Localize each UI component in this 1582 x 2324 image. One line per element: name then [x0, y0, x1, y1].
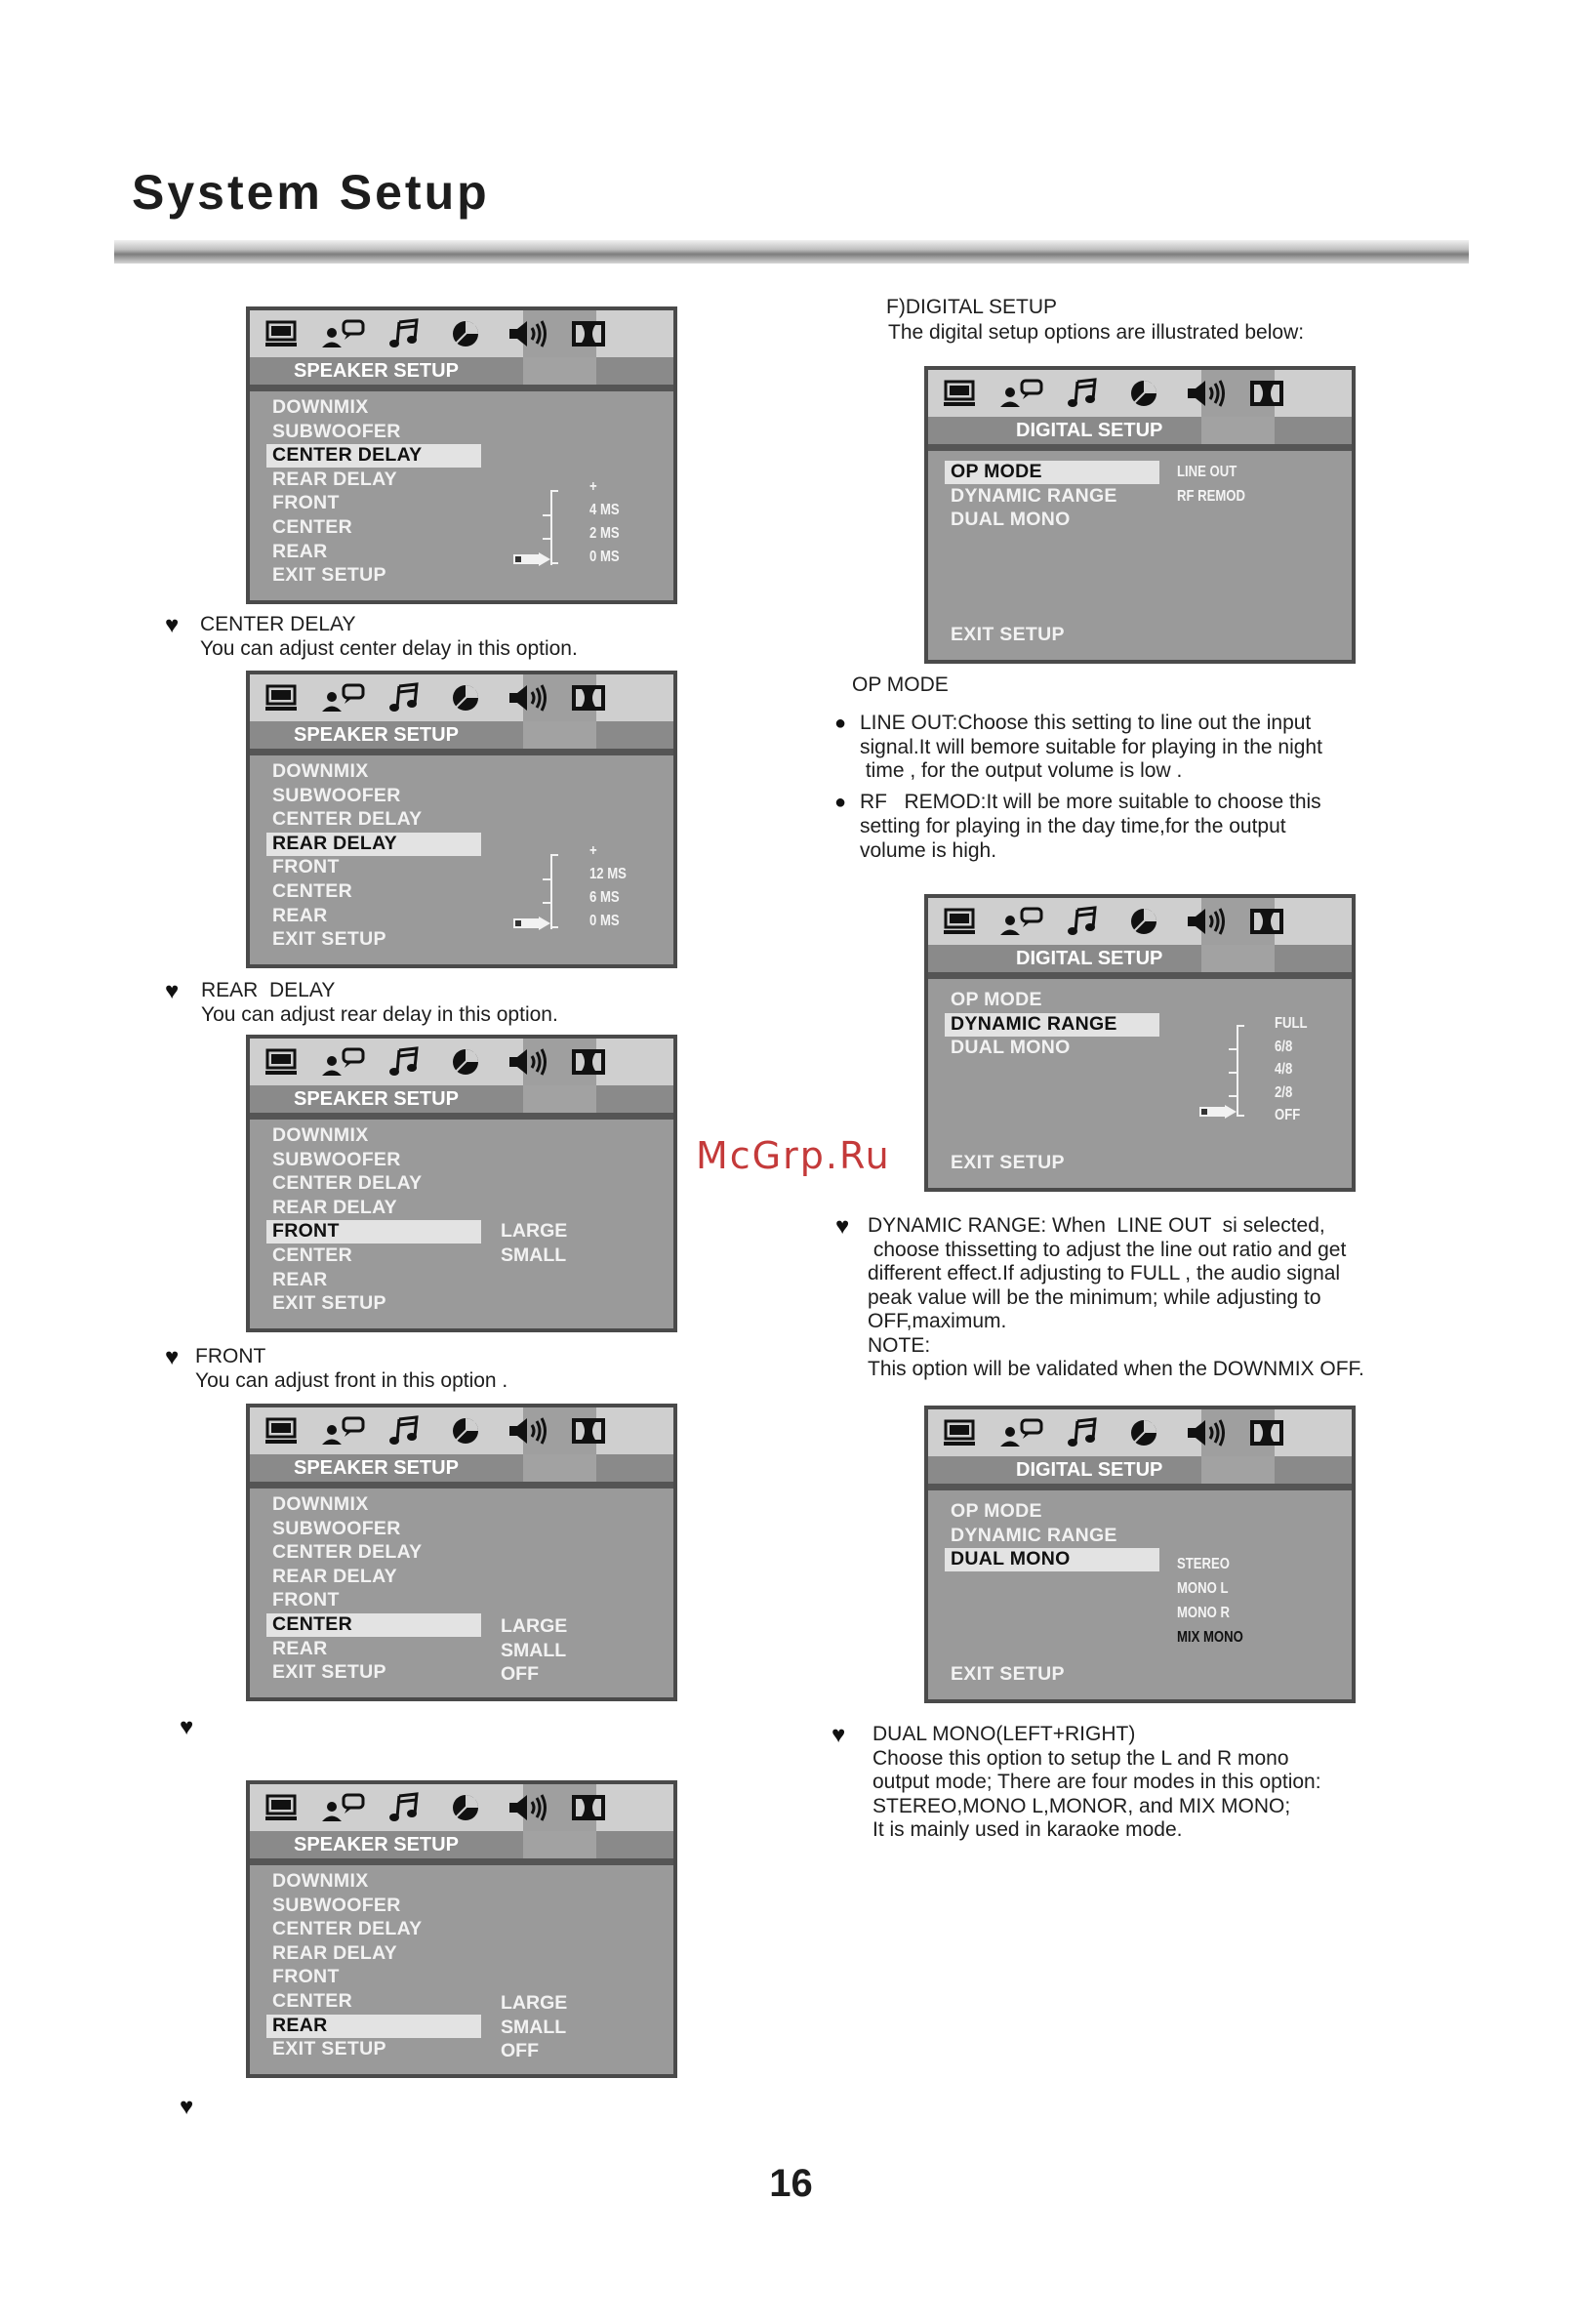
menu-item-dual-mono[interactable]: DUAL MONO: [951, 1037, 1071, 1059]
speaker-icon[interactable]: [1174, 898, 1236, 945]
music-note-icon[interactable]: [373, 310, 434, 357]
speaker-icon[interactable]: [496, 1039, 557, 1085]
option-mono-l[interactable]: MONO L: [1177, 1580, 1229, 1597]
menu-item-front[interactable]: FRONT: [272, 1220, 340, 1243]
center-delay-desc: You can adjust center delay in this option.: [200, 637, 578, 660]
menu-item-rear-delay[interactable]: REAR DELAY: [272, 468, 397, 490]
dual-mono-text-4: STEREO,MONO L,MONOR, and MIX MONO;: [872, 1795, 1291, 1817]
speaker-icon[interactable]: [1174, 370, 1236, 417]
menu-item-subwoofer[interactable]: SUBWOOFER: [272, 784, 401, 806]
speaker-icon[interactable]: [496, 1407, 557, 1454]
tab-icons: [250, 674, 673, 721]
music-note-icon[interactable]: [1051, 1409, 1113, 1456]
range-scale: [1237, 1025, 1238, 1117]
delay-value: 4 MS: [589, 502, 620, 518]
scale-tick: [1229, 1072, 1237, 1074]
option-off[interactable]: OFF: [501, 1663, 539, 1686]
line-out-text-2: signal.It will bemore suitable for playing in the night: [860, 736, 1322, 758]
range-option[interactable]: FULL: [1275, 1015, 1308, 1032]
music-note-icon[interactable]: [1051, 898, 1113, 945]
music-note-icon[interactable]: [373, 1039, 434, 1085]
tab-icons: [250, 1407, 673, 1454]
menu-header-title: DIGITAL SETUP: [1016, 948, 1163, 969]
menu-item-rear[interactable]: REAR: [272, 2014, 328, 2036]
dynamic-range-note: This option will be validated when the DOWNMIX OFF.: [868, 1358, 1364, 1380]
rear-delay-desc: You can adjust rear delay in this option.: [201, 1003, 558, 1026]
dual-mono-text-5: It is mainly used in karaoke mode.: [872, 1818, 1183, 1841]
menu-header: [928, 417, 1352, 444]
scale-tick: [1229, 1095, 1237, 1097]
color-disc-icon[interactable]: [434, 674, 496, 721]
header-underline: [250, 385, 673, 391]
header-tab-marker: [523, 721, 596, 749]
heart-bullet-icon: ♥: [180, 1714, 194, 1740]
menu-item-downmix[interactable]: DOWNMIX: [272, 760, 369, 782]
menu-header: [250, 721, 673, 749]
dynamic-range-note-label: NOTE:: [868, 1334, 931, 1357]
music-note-icon[interactable]: [373, 674, 434, 721]
dual-mono-text-3: output mode; There are four modes in this option:: [872, 1771, 1321, 1793]
menu-item-downmix[interactable]: DOWNMIX: [272, 1870, 369, 1892]
menu-item-rear-delay[interactable]: REAR DELAY: [272, 1565, 397, 1587]
monitor-icon[interactable]: [250, 310, 311, 357]
user-chat-icon[interactable]: [990, 898, 1051, 945]
user-chat-icon[interactable]: [311, 1407, 373, 1454]
dual-mono-text-1: DUAL MONO(LEFT+RIGHT): [872, 1723, 1136, 1745]
menu-item-rear-delay[interactable]: REAR DELAY: [272, 1196, 397, 1218]
tab-icons: [928, 898, 1352, 945]
option-mix-mono[interactable]: MIX MONO: [1177, 1629, 1243, 1646]
menu-header: [250, 1831, 673, 1858]
heart-bullet-icon: ♥: [165, 978, 180, 1004]
menu-item-center-delay[interactable]: CENTER DELAY: [272, 1918, 423, 1940]
menu-header: [928, 945, 1352, 972]
header-tab-marker: [523, 1085, 596, 1113]
menu-header: [250, 1085, 673, 1113]
menu-item-center-delay[interactable]: CENTER DELAY: [272, 444, 423, 467]
menu-item-subwoofer[interactable]: SUBWOOFER: [272, 1517, 401, 1539]
page-number: 16: [769, 2162, 813, 2205]
user-chat-icon[interactable]: [311, 1039, 373, 1085]
menu-item-dynamic-range[interactable]: DYNAMIC RANGE: [951, 1524, 1117, 1546]
menu-item-rear-delay[interactable]: REAR DELAY: [272, 1941, 397, 1964]
header-underline: [250, 749, 673, 755]
menu-item-rear[interactable]: REAR: [272, 904, 328, 926]
option-large[interactable]: LARGE: [501, 1220, 568, 1243]
tab-icons: [250, 1784, 673, 1831]
bullet-icon: ●: [834, 792, 847, 813]
range-option[interactable]: 2/8: [1275, 1083, 1293, 1101]
header-underline: [928, 972, 1352, 979]
speaker-setup-panel-center: [246, 1404, 677, 1701]
menu-item-center[interactable]: CENTER: [272, 1244, 352, 1266]
header-tab-marker: [523, 1831, 596, 1858]
menu-header: [928, 1456, 1352, 1484]
option-mono-r[interactable]: MONO R: [1177, 1605, 1230, 1621]
monitor-icon[interactable]: [250, 1784, 311, 1831]
front-title: FRONT: [195, 1345, 266, 1367]
speaker-setup-panel-front: [246, 1035, 677, 1332]
dolby-icon[interactable]: [557, 1039, 619, 1085]
delay-value: 0 MS: [589, 549, 620, 565]
menu-item-center-delay[interactable]: CENTER DELAY: [272, 1541, 423, 1564]
menu-item-center-delay[interactable]: CENTER DELAY: [272, 808, 423, 831]
page-title: System Setup: [132, 165, 490, 220]
menu-item-center[interactable]: CENTER: [272, 1613, 352, 1635]
header-tab-marker: [523, 357, 596, 385]
menu-item-exit-setup[interactable]: EXIT SETUP: [272, 2038, 386, 2060]
monitor-icon[interactable]: [928, 1409, 990, 1456]
user-chat-icon[interactable]: [311, 1784, 373, 1831]
monitor-icon[interactable]: [250, 1039, 311, 1085]
menu-item-exit-setup[interactable]: EXIT SETUP: [272, 928, 386, 951]
dolby-icon[interactable]: [557, 310, 619, 357]
color-disc-icon[interactable]: [1113, 370, 1174, 417]
color-disc-icon[interactable]: [1113, 898, 1174, 945]
dolby-icon[interactable]: [557, 1784, 619, 1831]
heart-bullet-icon: ♥: [180, 2094, 194, 2120]
header-tab-marker: [523, 1454, 596, 1482]
digital-setup-panel-dynamic-range: [924, 894, 1356, 1192]
pointer-arrow-icon: [513, 552, 543, 564]
digital-setup-title: F)DIGITAL SETUP: [886, 296, 1058, 318]
color-disc-icon[interactable]: [434, 1407, 496, 1454]
header-underline: [250, 1858, 673, 1865]
scale-tick: [543, 538, 550, 540]
delay-plus: +: [589, 478, 597, 495]
header-tab-marker: [1201, 1456, 1275, 1484]
user-chat-icon[interactable]: [990, 370, 1051, 417]
delay-value: 0 MS: [589, 913, 620, 929]
scale-tick: [550, 854, 558, 856]
delay-plus: +: [589, 842, 597, 859]
menu-item-center[interactable]: CENTER: [272, 516, 352, 538]
menu-item-subwoofer[interactable]: SUBWOOFER: [272, 1894, 401, 1916]
delay-value: 12 MS: [589, 866, 627, 882]
speaker-setup-panel-center-delay: [246, 306, 677, 604]
digital-setup-panel-dual-mono: [924, 1406, 1356, 1703]
option-large[interactable]: LARGE: [501, 1615, 568, 1637]
user-chat-icon[interactable]: [311, 310, 373, 357]
monitor-icon[interactable]: [250, 674, 311, 721]
menu-header-title: SPEAKER SETUP: [294, 360, 459, 382]
header-underline: [250, 1482, 673, 1488]
menu-item-center-delay[interactable]: CENTER DELAY: [272, 1172, 423, 1195]
op-mode-title: OP MODE: [852, 673, 949, 696]
menu-item-center[interactable]: CENTER: [272, 1990, 352, 2012]
menu-item-rear-delay[interactable]: REAR DELAY: [272, 832, 397, 854]
menu-header-title: SPEAKER SETUP: [294, 1834, 459, 1855]
dynamic-range-text-1: DYNAMIC RANGE: When LINE OUT si selected,: [868, 1214, 1325, 1237]
delay-value: 2 MS: [589, 525, 620, 542]
front-desc: You can adjust front in this option .: [195, 1369, 508, 1392]
heart-bullet-icon: ♥: [832, 1722, 846, 1748]
monitor-icon[interactable]: [928, 370, 990, 417]
dynamic-range-text-3: different effect.If adjusting to FULL , the audio signal: [868, 1262, 1341, 1284]
color-disc-icon[interactable]: [434, 1039, 496, 1085]
scale-tick: [543, 514, 550, 516]
option-small[interactable]: SMALL: [501, 1244, 567, 1266]
user-chat-icon[interactable]: [311, 674, 373, 721]
menu-item-dynamic-range[interactable]: DYNAMIC RANGE: [951, 1012, 1117, 1035]
music-note-icon[interactable]: [1051, 370, 1113, 417]
option-rf-remod[interactable]: RF REMOD: [1177, 488, 1245, 505]
tab-icons: [928, 370, 1352, 417]
heart-bullet-icon: ♥: [165, 1344, 180, 1370]
line-out-text-3: time , for the output volume is low .: [860, 759, 1183, 782]
menu-item-dynamic-range[interactable]: DYNAMIC RANGE: [951, 484, 1117, 507]
menu-item-downmix[interactable]: DOWNMIX: [272, 1124, 369, 1146]
dolby-icon[interactable]: [1236, 898, 1297, 945]
pointer-arrow-icon: [1199, 1105, 1229, 1117]
menu-item-exit-setup[interactable]: EXIT SETUP: [272, 1292, 386, 1315]
scale-tick: [1237, 1025, 1244, 1027]
menu-header-title: SPEAKER SETUP: [294, 724, 459, 746]
menu-item-rear[interactable]: REAR: [272, 1637, 328, 1659]
menu-item-center[interactable]: CENTER: [272, 880, 352, 902]
monitor-icon[interactable]: [928, 898, 990, 945]
dolby-icon[interactable]: [1236, 370, 1297, 417]
rear-delay-title: REAR DELAY: [201, 979, 336, 1001]
rf-remod-text-1: RF REMOD:It will be more suitable to choose this: [860, 791, 1321, 813]
scale-tick: [543, 902, 550, 904]
center-delay-title: CENTER DELAY: [200, 613, 356, 635]
dolby-icon[interactable]: [557, 674, 619, 721]
music-note-icon[interactable]: [373, 1784, 434, 1831]
menu-item-op-mode[interactable]: OP MODE: [951, 461, 1042, 482]
menu-item-rear[interactable]: REAR: [272, 540, 328, 562]
dynamic-range-text-5: OFF,maximum.: [868, 1310, 1007, 1332]
range-option[interactable]: OFF: [1275, 1107, 1301, 1123]
menu-item-front[interactable]: FRONT: [272, 856, 340, 878]
tab-icons: [250, 1039, 673, 1085]
user-chat-icon[interactable]: [990, 1409, 1051, 1456]
dual-mono-text-2: Choose this option to setup the L and R mono: [872, 1747, 1289, 1770]
rf-remod-text-2: setting for playing in the day time,for the output: [860, 815, 1286, 837]
menu-header-title: SPEAKER SETUP: [294, 1457, 459, 1479]
menu-item-subwoofer[interactable]: SUBWOOFER: [272, 1148, 401, 1170]
menu-item-op-mode[interactable]: OP MODE: [951, 1500, 1042, 1522]
dolby-icon[interactable]: [1236, 1409, 1297, 1456]
header-underline: [928, 1484, 1352, 1490]
watermark: McGrp.Ru: [696, 1134, 891, 1177]
menu-header-title: SPEAKER SETUP: [294, 1088, 459, 1110]
option-line-out[interactable]: LINE OUT: [1177, 464, 1237, 480]
menu-item-downmix[interactable]: DOWNMIX: [272, 396, 369, 418]
header-tab-marker: [1201, 417, 1275, 444]
menu-item-exit-setup[interactable]: EXIT SETUP: [272, 1661, 386, 1684]
dolby-icon[interactable]: [557, 1407, 619, 1454]
speaker-icon[interactable]: [496, 1784, 557, 1831]
option-stereo[interactable]: STEREO: [1177, 1556, 1230, 1572]
tab-icons: [250, 310, 673, 357]
pointer-arrow-icon: [513, 917, 543, 928]
speaker-icon[interactable]: [496, 310, 557, 357]
title-divider: [114, 240, 1469, 264]
tab-icons: [928, 1409, 1352, 1456]
menu-item-front[interactable]: FRONT: [272, 1589, 340, 1611]
menu-item-exit-setup[interactable]: EXIT SETUP: [951, 1152, 1065, 1173]
monitor-icon[interactable]: [250, 1407, 311, 1454]
menu-item-dual-mono[interactable]: DUAL MONO: [951, 1548, 1071, 1570]
menu-item-subwoofer[interactable]: SUBWOOFER: [272, 420, 401, 442]
speaker-icon[interactable]: [1174, 1409, 1236, 1456]
scale-tick: [1229, 1048, 1237, 1050]
range-option[interactable]: 4/8: [1275, 1061, 1293, 1078]
header-underline: [250, 1113, 673, 1120]
digital-setup-panel-op-mode: [924, 366, 1356, 664]
digital-setup-desc: The digital setup options are illustrated below:: [888, 321, 1305, 344]
range-option[interactable]: 6/8: [1275, 1038, 1293, 1055]
scale-tick: [550, 490, 558, 492]
color-disc-icon[interactable]: [434, 310, 496, 357]
dynamic-range-text-4: peak value will be the minimum; while adjusting to: [868, 1286, 1321, 1309]
menu-item-op-mode[interactable]: OP MODE: [951, 989, 1042, 1010]
dynamic-range-text-2: choose thissetting to adjust the line out ratio and get: [868, 1239, 1347, 1261]
menu-header: [250, 1454, 673, 1482]
menu-item-exit-setup[interactable]: EXIT SETUP: [951, 624, 1065, 645]
menu-item-exit-setup[interactable]: EXIT SETUP: [272, 564, 386, 587]
menu-item-dual-mono[interactable]: DUAL MONO: [951, 509, 1071, 531]
music-note-icon[interactable]: [373, 1407, 434, 1454]
option-small[interactable]: SMALL: [501, 1639, 567, 1661]
speaker-setup-panel-rear-delay: [246, 671, 677, 968]
option-off[interactable]: OFF: [501, 2040, 539, 2062]
line-out-text-1: LINE OUT:Choose this setting to line out the input: [860, 712, 1312, 734]
bullet-icon: ●: [834, 713, 847, 734]
menu-item-front[interactable]: FRONT: [272, 1966, 340, 1988]
heart-bullet-icon: ♥: [835, 1213, 850, 1240]
option-small[interactable]: SMALL: [501, 2016, 567, 2038]
delay-value: 6 MS: [589, 889, 620, 906]
menu-header-title: DIGITAL SETUP: [1016, 1459, 1163, 1481]
heart-bullet-icon: ♥: [165, 612, 180, 638]
scale-tick: [543, 878, 550, 880]
menu-header-title: DIGITAL SETUP: [1016, 420, 1163, 441]
menu-item-downmix[interactable]: DOWNMIX: [272, 1493, 369, 1515]
menu-item-front[interactable]: FRONT: [272, 492, 340, 514]
color-disc-icon[interactable]: [1113, 1409, 1174, 1456]
menu-item-rear[interactable]: REAR: [272, 1268, 328, 1290]
rf-remod-text-3: volume is high.: [860, 839, 997, 862]
color-disc-icon[interactable]: [434, 1784, 496, 1831]
header-underline: [928, 444, 1352, 451]
menu-item-exit-setup[interactable]: EXIT SETUP: [951, 1663, 1065, 1685]
header-tab-marker: [1201, 945, 1275, 972]
speaker-icon[interactable]: [496, 674, 557, 721]
option-large[interactable]: LARGE: [501, 1992, 568, 2014]
menu-header: [250, 357, 673, 385]
speaker-setup-panel-rear: [246, 1780, 677, 2078]
